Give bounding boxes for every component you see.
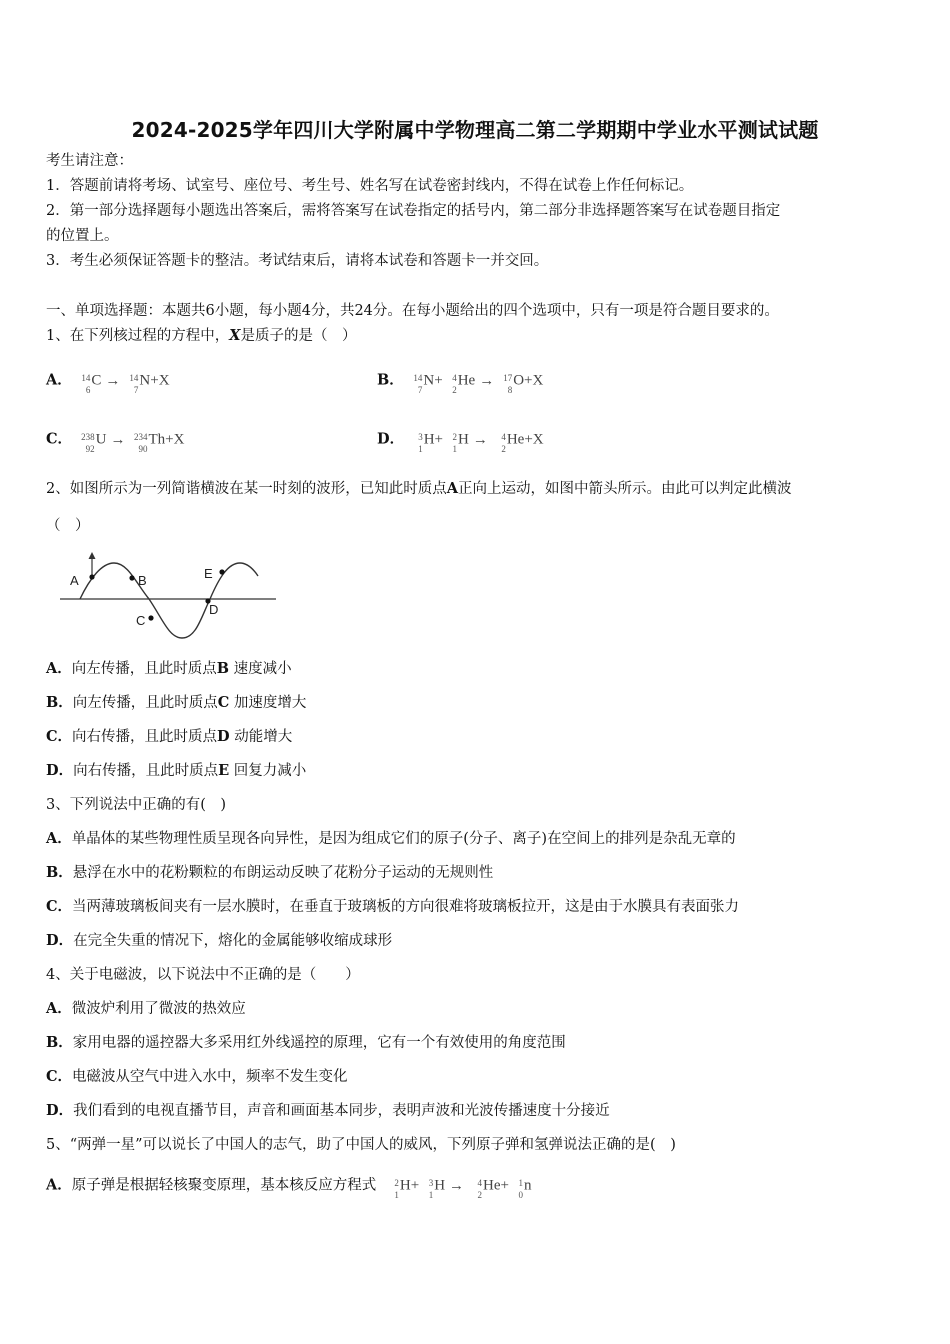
q1-option-a[interactable]: A． 14 6 C → 14 7 N+X xyxy=(46,371,170,395)
velocity-arrow-head xyxy=(89,552,96,559)
q1-option-c[interactable]: C． 238 92 U → 234 90 Th+X xyxy=(46,430,185,454)
label-b: B xyxy=(138,573,147,588)
notice-item-1: 1．答题前请将考场、试室号、座位号、考生号、姓名写在试卷密封线内，不得在试卷上作任何标记。 xyxy=(46,178,694,194)
question-5-stem: 5、“两弹一星”可以说长了中国人的志气，助了中国人的威风，下列原子弹和氢弹说法正确的是( ) xyxy=(46,1137,676,1153)
label-d: D xyxy=(209,602,219,617)
q2-option-b[interactable]: B．向左传播，且此时质点C 加速度增大 xyxy=(46,694,307,711)
question-1-stem: 1、在下列核过程的方程中，X是质子的是（ ） xyxy=(46,327,357,344)
q2-option-d[interactable]: D．向右传播，且此时质点E 回复力减小 xyxy=(46,762,307,779)
q2-option-a[interactable]: A．向左传播，且此时质点B 速度减小 xyxy=(46,660,292,677)
label-a: A xyxy=(70,573,79,588)
point-e xyxy=(219,569,224,574)
q4-option-c[interactable]: C．电磁波从空气中进入水中，频率不发生变化 xyxy=(46,1068,348,1085)
page-title: 2024-2025学年四川大学附属中学物理高二第二学期期中学业水平测试试题 xyxy=(131,118,819,142)
q1-a-equation: 14 6 C → 14 7 N+X xyxy=(81,373,170,395)
question-3-stem: 3、下列说法中正确的有( ) xyxy=(46,797,227,813)
q3-option-c[interactable]: C．当两薄玻璃板间夹有一层水膜时，在垂直于玻璃板的方向很难将玻璃板拉开，这是由于水膜具有表面张力 xyxy=(46,898,740,915)
q5-a-equation: 2 1 H+ 3 1 H → 4 2 He+ 1 0 n xyxy=(394,1178,532,1200)
q2-option-c[interactable]: C．向右传播，且此时质点D 动能增大 xyxy=(46,728,293,745)
q5-option-a[interactable]: A．原子弹是根据轻核聚变原理，基本核反应方程式 2 1 H+ 3 1 H → 4 2 He+ 1 0 n xyxy=(46,1176,532,1200)
section-heading: 一、单项选择题：本题共6小题，每小题4分，共24分。在每小题给出的四个选项中，只有一项是符合题目要求的。 xyxy=(46,303,779,319)
q1-option-d[interactable]: D． 3 1 H+ 2 1 H → 4 2 He+X xyxy=(377,430,544,454)
point-a xyxy=(89,574,94,579)
question-2-paren: （ ） xyxy=(46,518,90,534)
wave-curve xyxy=(80,563,258,638)
q1-c-equation: 238 92 U → 234 90 Th+X xyxy=(81,432,185,454)
q1-b-equation: 14 7 N+ 4 2 He → 17 8 O+X xyxy=(413,373,544,395)
point-c xyxy=(148,615,153,620)
q3-option-b[interactable]: B．悬浮在水中的花粉颗粒的布朗运动反映了花粉分子运动的无规则性 xyxy=(46,864,494,881)
notice-heading: 考生请注意： xyxy=(46,153,133,169)
q1-d-equation: 3 1 H+ 2 1 H → 4 2 He+X xyxy=(418,432,544,454)
wave-figure xyxy=(56,548,280,644)
question-2-stem: 2、如图所示为一列简谐横波在某一时刻的波形，已知此时质点A正向上运动，如图中箭头所示。由此可以判定此横波 xyxy=(46,480,792,497)
notice-item-2-cont: 的位置上。 xyxy=(46,228,119,244)
label-e: E xyxy=(204,566,213,581)
label-c: C xyxy=(136,613,146,628)
notice-item-2: 2．第一部分选择题每小题选出答案后，需将答案写在试卷指定的括号内，第二部分非选择题答案写在试卷题目指定 xyxy=(46,203,781,219)
q3-option-d[interactable]: D．在完全失重的情况下，熔化的金属能够收缩成球形 xyxy=(46,932,393,949)
q3-option-a[interactable]: A．单晶体的某些物理性质呈现各向异性，是因为组成它们的原子(分子、离子)在空间上的排列是杂乱无章的 xyxy=(46,830,736,847)
q4-option-a[interactable]: A．微波炉利用了微波的热效应 xyxy=(46,1000,246,1017)
q4-option-d[interactable]: D．我们看到的电视直播节目，声音和画面基本同步，表明声波和光波传播速度十分接近 xyxy=(46,1102,610,1119)
q4-option-b[interactable]: B．家用电器的遥控器大多采用红外线遥控的原理，它有一个有效使用的角度范围 xyxy=(46,1034,566,1051)
question-4-stem: 4、关于电磁波，以下说法中不正确的是（ ） xyxy=(46,967,360,983)
q1-option-b[interactable]: B． 14 7 N+ 4 2 He → 17 8 O+X xyxy=(377,371,544,395)
notice-item-3: 3．考生必须保证答题卡的整洁。考试结束后，请将本试卷和答题卡一并交回。 xyxy=(46,253,549,269)
point-b xyxy=(129,575,134,580)
